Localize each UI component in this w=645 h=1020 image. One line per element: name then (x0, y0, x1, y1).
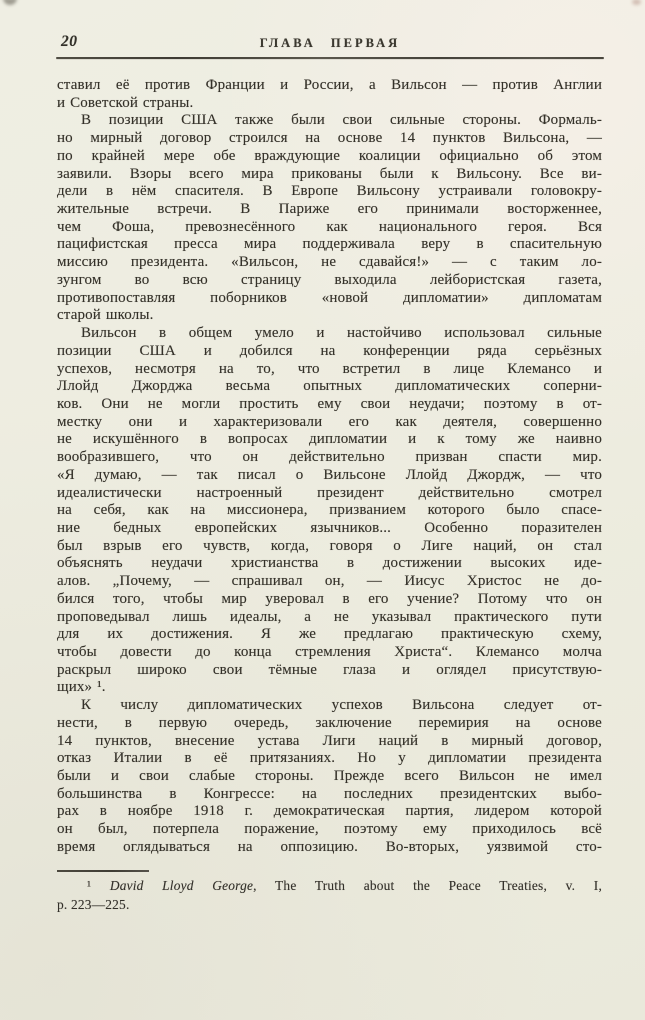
text-line: местку они и характеризовали его как деятеля, совершенно (57, 413, 602, 430)
footnote-text (57, 877, 602, 914)
text-line: бился того, чтобы мир уверовал в его учение? Потому что он (57, 590, 602, 607)
body-text (57, 77, 602, 857)
scan-artifact-top-right (632, 0, 641, 5)
footnote-segment: , The Truth about the Peace Treaties, v. I, (253, 878, 603, 893)
page-number: 20 (61, 33, 78, 50)
footnote-author: David Lloyd George (109, 878, 254, 893)
text-line: пацифистская пресса мира поддерживала веру в спасительную (57, 236, 602, 253)
text-line: жительные встречи. В Париже его принимали восторженнее, (57, 201, 602, 218)
text-line: идеалистически настроенный президент действительно смотрел (57, 484, 602, 501)
text-line: 14 пунктов, внесение устава Лиги наций в мирный договор, (57, 732, 602, 749)
text-line: противопоставляя поборников «новой дипломатии» дипломатам (57, 289, 602, 306)
text-line: К числу дипломатических успехов Вильсона следует от- (81, 697, 602, 714)
text-line: по крайней мере обе враждующие коалиции официально об этом (57, 147, 602, 164)
text-line: были и свои слабые стороны. Прежде всего Вильсон не имел (57, 768, 602, 785)
text-line: отказ Италии в её притязаниях. Но у дипломатии президента (57, 750, 602, 767)
text-line: Ллойд Джорджа весьма опытных дипломатических соперни- (57, 378, 602, 395)
text-line: ние бедных европейских язычников... Особенно поразителен (57, 519, 602, 536)
text-line: большинства в Конгрессе: на последних президентских выбо- (57, 785, 602, 802)
text-line: успехов, несмотря на то, что встретил в лице Клемансо и (57, 360, 602, 377)
text-line: зунгом во всю страницу выходила лейбористская газета, (57, 271, 602, 288)
text-line: алов. „Почему, — спрашивал он, — Иисус Христос не до- (57, 573, 602, 590)
text-line: дели в нём спасителя. В Европе Вильсону устраивали головокру- (57, 183, 602, 200)
text-line: вообразившего, что он действительно призван спасти мир. (57, 449, 602, 466)
text-line: на себя, как на миссионера, призванием которого было спасе- (57, 502, 602, 519)
footnote-segment: p. 223—225. (57, 896, 130, 912)
text-line: Вильсон в общем умело и настойчиво использовал сильные (81, 325, 602, 342)
footnote-segment: ¹ (87, 878, 110, 893)
text-line: но мирный договор строился на основе 14 пунктов Вильсона, — (57, 130, 602, 147)
header-rule (56, 57, 604, 59)
text-line: был взрыв его чувств, когда, говоря о Лиге наций, он стал (57, 537, 602, 554)
running-head-title: ГЛАВА ПЕРВАЯ (259, 36, 401, 50)
text-line: щих» ¹. (57, 679, 106, 696)
text-line: чтобы довести до конца стремления Христа“. Клемансо молча (57, 644, 602, 660)
text-line: для их достижения. Я же предлагаю практическую схему, (57, 626, 602, 643)
text-line: позиции США и добился на конференции ряда серьёзных (57, 342, 602, 359)
text-line: не искушённого в вопросах дипломатии и к тому же наивно (57, 431, 602, 448)
text-line: раскрыл широко свои тёмные глаза и оглядел присутствую- (57, 661, 602, 678)
text-line: он был, потерпела поражение, поэтому ему приходилось всё (57, 821, 602, 838)
text-line: ков. Они не могли простить ему свои неудачи; поэтому в от- (57, 395, 602, 412)
text-line: В позиции США также были свои сильные стороны. Формаль- (81, 112, 602, 129)
footnote-line (57, 877, 602, 896)
page-header (57, 32, 603, 54)
text-line: ставил её против Франции и России, а Вильсон — против Англии (57, 77, 602, 93)
text-line: старой школы. (57, 307, 154, 324)
text-line: «Я думаю, — так писал о Вильсоне Ллойд Джордж, — что (57, 466, 602, 483)
text-line: рах в ноябре 1918 г. демократическая партия, лидером которой (57, 803, 602, 820)
text-line: заявили. Взоры всего мира прикованы были к Вильсону. Все ви- (57, 165, 602, 182)
footnote-line (57, 896, 602, 915)
text-line: объяснять неудачи христианства в достижении высоких иде- (57, 555, 602, 572)
text-line: время оглядываться на оппозицию. Во-вторых, уязвимой сто- (57, 838, 602, 855)
text-line: и Советской страны. (57, 94, 194, 111)
footnote-separator (57, 870, 149, 872)
text-line: чем Фоша, превознесённого как национального героя. Вся (57, 218, 602, 235)
scan-artifact-top-left (3, 0, 17, 5)
text-line: миссию президента. «Вильсон, не сдавайся!» — с таким ло- (57, 254, 602, 271)
text-line: нести, в первую очередь, заключение перемирия на основе (57, 714, 602, 731)
text-line: проповедывал лишь идеалы, а не указывал практического пути (57, 608, 602, 625)
